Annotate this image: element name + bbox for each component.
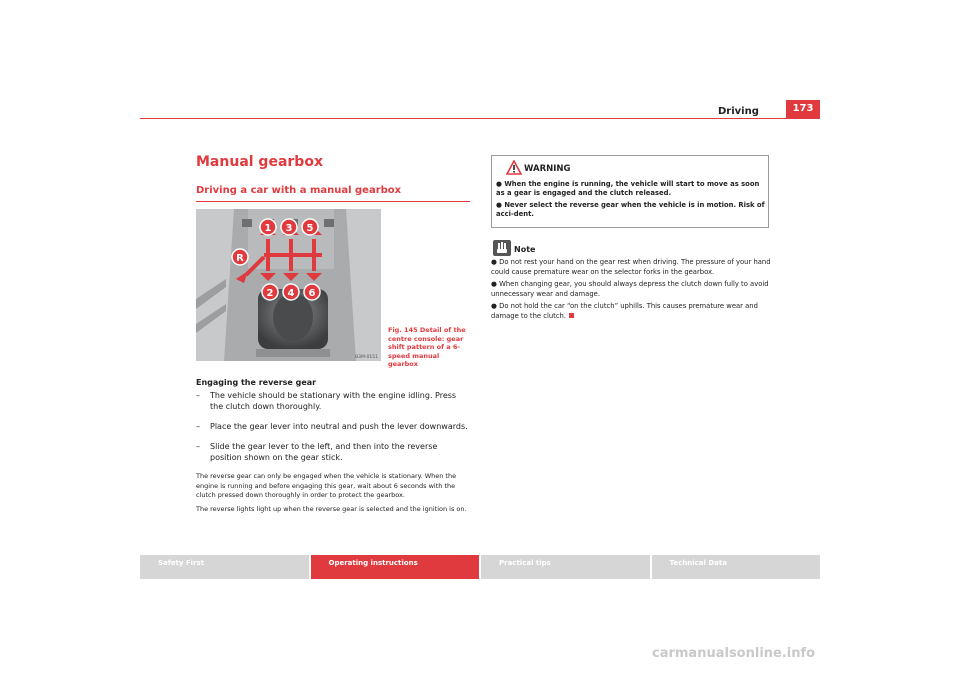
note-hand-icon (493, 240, 511, 256)
procedure-step (196, 390, 470, 412)
step-dash: – (196, 391, 200, 400)
gear-label-r: R (236, 253, 244, 264)
warning-item (496, 201, 766, 219)
tab-safety-first[interactable]: Safety First (140, 555, 309, 579)
warning-item-text: When the engine is running, the vehicle will start to move as soon as a gear is engaged and the clutch released. (496, 180, 760, 197)
note-item-text: When changing gear, you should always depress the clutch down fully to avoid unnecessary wear and damage. (491, 280, 769, 298)
note-item-text: Do not rest your hand on the gear rest when driving. The pressure of your hand could cause premature wear on the selector forks in the gearbox. (491, 258, 771, 276)
watermark: carmanualsonline.info (652, 646, 816, 661)
footer-nav (140, 555, 820, 579)
end-mark (569, 313, 574, 318)
step-dash: – (196, 442, 200, 451)
gear-label-6: 6 (308, 288, 316, 299)
header-rule (140, 118, 820, 119)
procedure-step (196, 441, 470, 463)
gear-shift-figure (196, 209, 381, 361)
note-item (491, 302, 771, 321)
procedure-step (196, 421, 470, 432)
note-item (491, 280, 771, 299)
info-paragraph: The reverse lights light up when the reverse gear is selected and the ignition is on. (196, 504, 467, 513)
tab-technical-data[interactable]: Technical Data (652, 555, 821, 579)
bullet: ● (491, 280, 497, 288)
gear-label-5: 5 (306, 223, 314, 234)
gear-label-4: 4 (287, 288, 295, 299)
bullet: ● (496, 201, 502, 209)
gear-label-3: 3 (285, 223, 293, 234)
figure-image-code: B3M-0151 (355, 355, 378, 360)
note-items (491, 258, 771, 324)
warning-title: WARNING (524, 164, 571, 174)
tab-practical-tips[interactable]: Practical tips (481, 555, 650, 579)
bullet: ● (491, 258, 497, 266)
info-paragraph: The reverse gear can only be engaged when the vehicle is stationary. When the engine is running and before engaging this gear, wait about 6 seconds with the clutch pressed down thoroughly in order to protect the gearbox. (196, 472, 457, 499)
bullet: ● (491, 302, 497, 310)
page-number: 173 (786, 100, 820, 118)
procedure-section (196, 378, 470, 514)
gear-shift-illustration (196, 209, 381, 361)
warning-triangle-icon (506, 160, 522, 176)
warning-items (496, 180, 766, 222)
bullet: ● (496, 180, 502, 188)
note-title: Note (514, 245, 536, 254)
warning-box (491, 155, 769, 228)
step-dash: – (196, 422, 200, 431)
warning-item-text: Never select the reverse gear when the vehicle is in motion. Risk of acci-dent. (496, 201, 765, 218)
note-item (491, 258, 771, 277)
figure-caption: Fig. 145 Detail of the centre console: gear shift pattern of a 6-speed manual gearbox (388, 326, 466, 368)
page-subheading: Driving a car with a manual gearbox (196, 185, 402, 196)
step-text: Slide the gear lever to the left, and then into the reverse position shown on the gear stick. (210, 442, 438, 462)
gear-label-2: 2 (266, 288, 274, 299)
page-heading: Manual gearbox (196, 154, 323, 170)
warning-item (496, 180, 766, 198)
procedure-title: Engaging the reverse gear (196, 378, 317, 387)
step-text: Place the gear lever into neutral and push the lever downwards. (210, 422, 468, 431)
subheading-rule (196, 201, 470, 202)
gear-label-1: 1 (264, 223, 272, 234)
section-title: Driving (718, 106, 759, 117)
step-text: The vehicle should be stationary with the engine idling. Press the clutch down thoroughly. (210, 391, 457, 411)
tab-operating-instructions[interactable]: Operating instructions (311, 555, 480, 579)
note-item-text: Do not hold the car “on the clutch” uphills. This causes premature wear and damage to the clutch. (491, 302, 758, 320)
